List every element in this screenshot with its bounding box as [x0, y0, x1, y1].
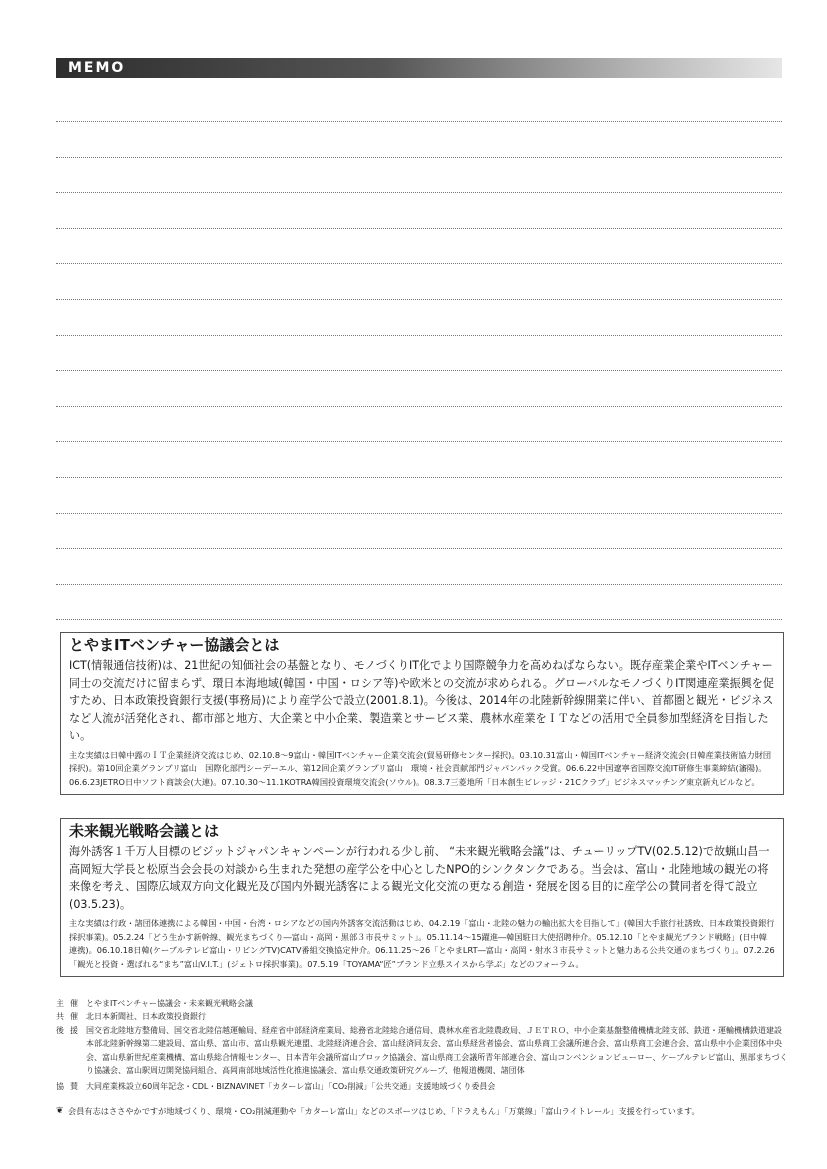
- memo-line: [56, 619, 782, 620]
- memo-line: [56, 441, 782, 442]
- footnote: [56, 1105, 796, 1118]
- credit-value: 国交省北陸地方整備局、国交省北陸信越運輸局、経産省中部経済産業局、総務省北陸総合通信局、農林水産省北陸農政局、ＪＥＴＲＯ、中小企業基盤整備機構北陸支部、鉄道・運輸機構鉄道建設本部北陸新幹線第二建設局、富山県、富山市、富山県観光連盟、北陸経済連合会、富山経済同友会、富山県経営者協会、富山県商工会議所連合会、富山県商工会連合会、富山県中小企業団体中央会、富山県新世紀産業機構、富山県総合情報センター、日本青年会議所富山ブロック協議会、富山県商工会議所青年部連合会、富山コンベンションビューロー、ケーブルテレビ富山、黒部まちづくり協議会、富山駅周辺開発協同組合、高岡南部地域活性化推進協議会、富山県交通政策研究グループ、他報道機関、諸団体: [86, 1025, 788, 1076]
- tourism-lead-text: 海外誘客１千万人目標のビジットジャパンキャンペーンが行われる少し前、 “未来観光戦略会議”は、チューリップTV(02.5.12)で故蝋山昌一高岡短大学長と松原当会会長の対談から生まれた発想の産学公を中心としたNPO的シンクタンクである。当会は、富山・北陸地域の観光の将来像を考え、国際広域双方向文化観光及び国内外観光誘客による観光文化交流の更なる創造・発展を図る目的に産学公の賛同者を得て設立(03.5.23)。: [69, 845, 770, 911]
- credit-value: とやまITベンチャー協議会・未来観光戦略会議: [86, 999, 254, 1008]
- memo-line: [56, 477, 782, 478]
- memo-header-bar: [56, 58, 782, 78]
- credit-label: 後援: [56, 1025, 84, 1035]
- memo-line: [56, 157, 782, 158]
- credit-row: [56, 1024, 788, 1078]
- credit-row: [56, 1010, 788, 1023]
- credit-row: [56, 997, 788, 1010]
- memo-line: [56, 335, 782, 336]
- memo-line: [56, 513, 782, 514]
- credit-value: 大同産業株設立60周年記念・CDL・BIZNAVINET「カターレ富山」「CO₂削減」「公共交通」支援地域づくり委員会: [86, 1082, 496, 1092]
- memo-line: [56, 370, 782, 371]
- memo-line: [56, 263, 782, 264]
- memo-line: [56, 192, 782, 193]
- credit-label: 主催: [56, 999, 84, 1008]
- credit-label: 共催: [56, 1012, 84, 1022]
- venture-lead-text: ICT(情報通信技術)は、21世紀の知価社会の基盤となり、モノづくりIT化でより国際競争力を高めねばならない。既存産業企業やITベンチャー同士の交流だけに留まらず、環日本海地域(韓国・中国・ロシア等)や欧米との交流が求められる。グローバルなモノづくりIT関連産業振興を促すため、日本政策投資銀行支援(事務局)により産学公で設立(2001.8.1)。今後は、2014年の北陸新幹線開業に伴い、首都圏と観光・ビジネスなど人流が活発化され、都市部と地方、大企業と中小企業、製造業とサービス業、農林水産業をＩＴなどの活用で全員参加型経済を目指したい。: [69, 659, 774, 742]
- tourism-title: 未来観光戦略会議とは: [69, 822, 220, 840]
- memo-title: MEMO: [68, 60, 126, 76]
- credit-row: [56, 1080, 788, 1093]
- memo-line: [56, 548, 782, 549]
- venture-title: とやまITベンチャー協議会とは: [69, 636, 280, 654]
- credits-section: [56, 997, 788, 1094]
- venture-info-box: [60, 632, 784, 795]
- memo-line: [56, 406, 782, 407]
- memo-line: [56, 299, 782, 300]
- memo-line: [56, 121, 782, 122]
- memo-line: [56, 228, 782, 229]
- credit-value: 北日本新聞社、日本政策投資銀行: [86, 1012, 206, 1022]
- memo-line: [56, 584, 782, 585]
- credit-label: 協賛: [56, 1082, 84, 1092]
- footnote-text: 会員有志はささやかですが地域づくり、環境・CO₂削減運動や「カターレ富山」などのスポーツはじめ、「ドラえもん」「万葉線」「富山ライトレール」支援を行っています。: [68, 1106, 700, 1116]
- tourism-achievements-text: 主な実績は行政・諸団体連携による韓国・中国・台湾・ロシアなどの国内外誘客交流活動はじめ、04.2.19「富山・北陸の魅力の輸出拡大を目指して」(韓国大手旅行社誘致、日本政策投資銀行採択事業)。05.2.24「どう生かす新幹線、観光まちづくり―富山・高岡・黒部３市長サミット」。05.11.14〜15躍進―韓国駐日大使招聘仲介。05.12.10「とやま観光ブランド戦略」(日中韓連携)。06.10.18日韓(ケーブルテレビ富山・リビングTV)CATV番組交換協定仲介。06.11.25〜26「とやまLRT―富山・高岡・射水３市長サミットと魅力ある公共交通のまちづくり」。07.2.26「観光と投資・選ばれる“まち”富山V.I.T.」(ジェトロ採択事業)。07.5.19「TOYAMA“匠”ブランド立県スイスから学ぶ」などのフォーラム。: [69, 918, 775, 970]
- venture-achievements-text: 主な実績は日韓中露のＩＴ企業経済交流はじめ、02.10.8〜9富山・韓国ITベンチャー企業交流会(貿易研修センター採択)。03.10.31富山・韓国ITベンチャー経済交流会(日韓産業技術協力財団採択)。第10回企業グランプリ富山 国際化部門シーデーエル、第12回企業グランプリ富山 環境・社会貢献部門ジャパンパック受賞。06.6.22中国遼寧省国際交流IT研修生事業締結(瀋陽)。06.6.23JETRO日中ソフト商談会(大連)。07.10.30〜11.1KOTRA韓国投資環境交流会(ソウル)。08.3.7三菱地所「日本創生ビレッジ・21Cクラブ」ビジネスマッチング東京新丸ビルなど。: [69, 749, 772, 787]
- tourism-info-box: [60, 818, 784, 977]
- leaf-icon: ❦: [56, 1106, 64, 1116]
